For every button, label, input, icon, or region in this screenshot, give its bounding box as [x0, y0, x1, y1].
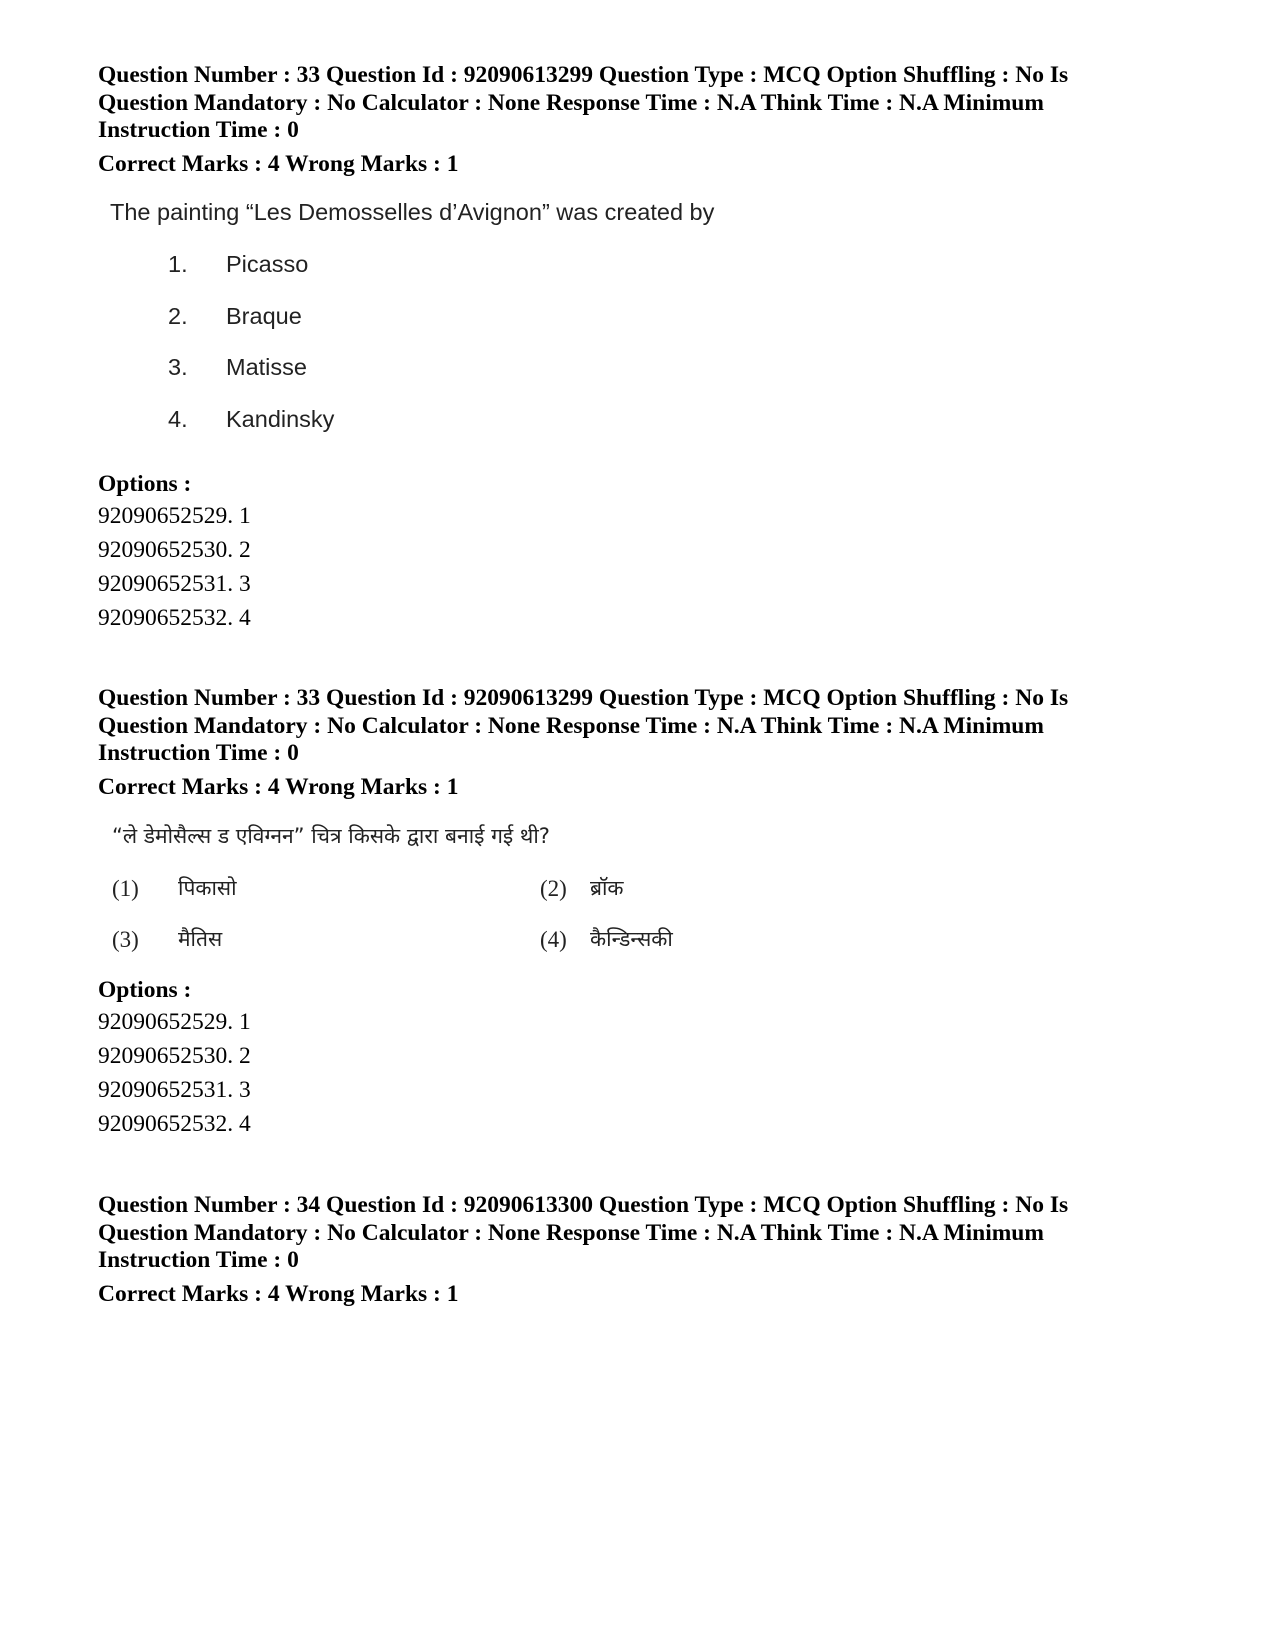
header-line: Question Number : 33 Question Id : 92090613299 Question Type : MCQ Option Shuffling : No Is [98, 62, 1069, 88]
header-line: Question Mandatory : No Calculator : None Response Time : N.A Think Time : N.A Minimum [98, 712, 1044, 739]
choice-number: (3) [112, 927, 139, 952]
question-header-3 [98, 1192, 1188, 1308]
choice-number: 3. [168, 354, 188, 380]
marks-line: Correct Marks : 4 Wrong Marks : 1 [98, 150, 459, 177]
choice-number: 4. [168, 406, 188, 432]
choice-text: मैतिस [178, 927, 223, 951]
choice-text: पिकासो [178, 876, 237, 900]
choice-number: (1) [112, 876, 139, 901]
header-line: Instruction Time : 0 [98, 1247, 299, 1273]
choice-text: Kandinsky [226, 406, 335, 432]
header-line: Instruction Time : 0 [98, 740, 299, 766]
question-text-hi: “ले डेमोसैल्स ड एविग्नन” चित्र किसके द्वारा बनाई गई थी? [112, 824, 550, 848]
marks-line: Correct Marks : 4 Wrong Marks : 1 [98, 1280, 459, 1307]
options-label: Options : [98, 977, 192, 1003]
option-item: 92090652532. 4 [98, 1110, 251, 1137]
header-line: Question Number : 33 Question Id : 92090613299 Question Type : MCQ Option Shuffling : No Is [98, 685, 1069, 711]
question-header-1 [98, 62, 1188, 178]
option-item: 92090652531. 3 [98, 1076, 251, 1103]
options-label: Options : [98, 471, 192, 497]
options-list-2 [98, 977, 1188, 1141]
option-item: 92090652529. 1 [98, 502, 251, 529]
option-item: 92090652531. 3 [98, 570, 251, 597]
options-list-1 [98, 471, 1188, 635]
choice-number: (2) [540, 876, 567, 901]
header-line: Question Mandatory : No Calculator : None Response Time : N.A Think Time : N.A Minimum [98, 89, 1044, 116]
marks-line: Correct Marks : 4 Wrong Marks : 1 [98, 773, 459, 800]
choice-text: ब्रॉक [590, 876, 624, 900]
option-item: 92090652530. 2 [98, 536, 251, 563]
question-header-2 [98, 685, 1188, 801]
choice-text: Matisse [226, 354, 307, 380]
option-item: 92090652530. 2 [98, 1042, 251, 1069]
choice-text: कैन्डिन्सकी [590, 927, 673, 951]
choice-number: 2. [168, 303, 188, 329]
question-text-en: The painting “Les Demosselles d’Avignon” was created by [110, 199, 715, 225]
choice-text: Braque [226, 303, 302, 329]
option-item: 92090652529. 1 [98, 1008, 251, 1035]
option-item: 92090652532. 4 [98, 604, 251, 631]
header-line: Question Number : 34 Question Id : 92090613300 Question Type : MCQ Option Shuffling : No Is [98, 1192, 1069, 1218]
header-line: Question Mandatory : No Calculator : None Response Time : N.A Think Time : N.A Minimum [98, 1219, 1044, 1246]
header-line: Instruction Time : 0 [98, 117, 299, 143]
choice-number: 1. [168, 251, 188, 277]
choice-text: Picasso [226, 251, 309, 277]
choice-number: (4) [540, 927, 567, 952]
